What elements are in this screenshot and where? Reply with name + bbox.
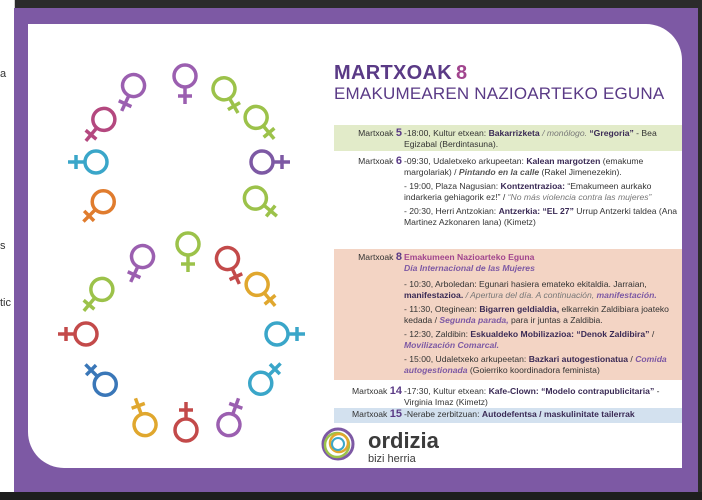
female-symbol-icon: [215, 395, 249, 439]
female-symbol-icon: [241, 102, 283, 146]
date-label: Martxoak 5: [358, 127, 402, 139]
schedule-row-day14: [334, 383, 682, 406]
female-symbol-icon: [174, 65, 196, 104]
female-symbol-icon: [68, 151, 107, 173]
schedule-row-day6: [334, 153, 682, 249]
title-day: 8: [455, 62, 468, 84]
event-item: - 10:30, Arboledan: Egunari hasiera emateko ekitaldia. Jarraian, manifestazioa. / Apertura del día. A continuación, manifestación.: [404, 279, 657, 300]
female-symbol-icon: [245, 356, 288, 399]
schedule-row-day15: [334, 408, 682, 423]
female-symbol-icon: [242, 269, 284, 313]
left-strip-text: tic: [0, 297, 11, 309]
schedule-row-day5: [334, 125, 682, 151]
female-symbol-icon: [121, 242, 157, 287]
schedule-row-day8: [334, 249, 682, 380]
female-symbol-icon: [213, 244, 249, 289]
female-symbol-icon: [251, 151, 290, 173]
female-symbol-icon: [78, 357, 121, 400]
event-item: - 12:30, Zaldibin: Eskualdeko Mobilizazioa: “Denok Zaldibira” / Movilización Comarcal.: [404, 329, 655, 350]
female-symbol-icon: [112, 71, 148, 116]
event-item: - 15:00, Udaletxeko arkupeetan: Bazkari autogestionatua / Comida autogestionada (Goierriko koordinadora feminista): [404, 354, 667, 375]
date-label: Martxoak 8: [358, 251, 402, 263]
female-symbol-icon: [209, 74, 248, 119]
title-month: MARTXOAK: [334, 62, 452, 84]
date-label: Martxoak 15: [352, 408, 402, 420]
female-symbol-icon: [177, 233, 199, 272]
event-item: -09:30, Udaletxeko arkupeetan: Kalean margotzen (emakume margolariak) / Pintando en la calle (Rakel Jimenezekin).: [404, 156, 644, 177]
event-item: -Nerabe zerbitzuan: Autodefentsa / maskulinitate tailerrak: [404, 409, 635, 419]
female-symbol-icon: [175, 402, 197, 441]
date-label: Martxoak 6: [358, 155, 402, 167]
female-symbols-wreath: [28, 24, 328, 468]
page-title: [334, 62, 467, 85]
left-strip-text: a: [0, 68, 7, 80]
event-item: - 20:30, Herri Antzokian: Antzerkia: “EL 27” Urrup Antzerki taldea (Ana Martinez Azkonaren lana) (Kimetz): [404, 206, 678, 227]
event-item: -17:30, Kultur etxean: Kafe-Clown: “Modelo contrapublicitaria” - Virginia Imaz (Kimetz): [404, 386, 660, 407]
logo-tagline: bizi herria: [368, 453, 416, 465]
date-label: Martxoak 14: [352, 385, 402, 397]
bottom-bar: [0, 492, 702, 500]
ordizia-logo: [320, 426, 470, 468]
left-strip-text: s: [0, 240, 6, 252]
female-symbol-icon: [76, 186, 119, 229]
female-symbol-icon: [240, 183, 284, 225]
event-poster: [14, 8, 698, 492]
female-symbol-icon: [58, 323, 97, 345]
left-window-strip: [0, 0, 15, 500]
female-symbol-icon: [77, 104, 119, 148]
poster-card: [28, 24, 682, 468]
female-symbol-icon: [125, 395, 159, 439]
event-item: - 11:30, Oteginean: Bigarren geldialdia, elkarrekin Zaldibiara joateko kedada / Segunda parada, para ir juntas a Zaldibia.: [404, 304, 669, 325]
page-subtitle: EMAKUMEAREN NAZIOARTEKO EGUNA: [334, 84, 665, 103]
female-symbol-icon: [266, 323, 305, 345]
logo-name: ordizia: [368, 428, 439, 453]
event-item: - 19:00, Plaza Nagusian: Kontzentrazioa: “Emakumeen aurkako indarkeria gehiagorik ez!” / “No más violencia contra las mujeres”: [404, 181, 652, 202]
day-heading: Emakumeen Nazioarteko Eguna Día Internacional de las Mujeres: [404, 252, 535, 273]
event-item: -18:00, Kultur etxean: Bakarrizketa / monólogo. “Gregoria” - Bea Egizabal (Berdintasuna).: [404, 128, 657, 149]
ordizia-logo-icon: [320, 426, 356, 462]
female-symbol-icon: [75, 274, 117, 318]
